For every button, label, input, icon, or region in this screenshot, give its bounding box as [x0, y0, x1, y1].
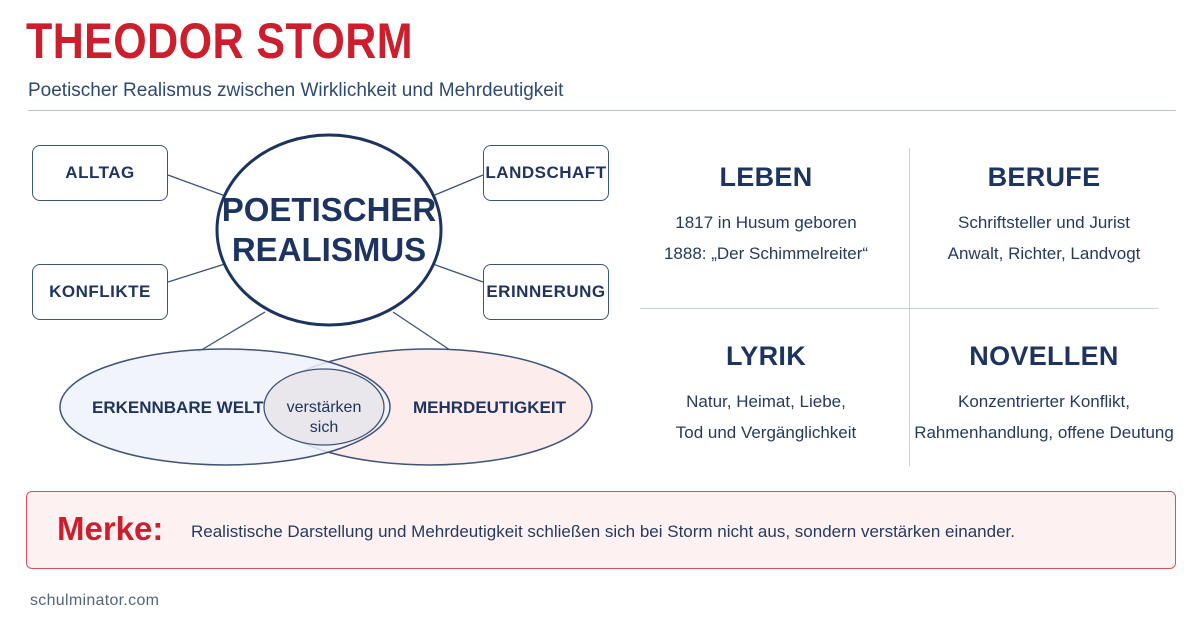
overlap-line-2: sich	[309, 419, 339, 436]
quadrant-lyrik	[636, 341, 896, 448]
quadrant-line: Konzentrierter Konflikt,	[958, 392, 1130, 411]
merke-box	[26, 491, 1176, 569]
page-subtitle: Poetischer Realismus zwischen Wirklichkeit und Mehrdeutigkeit	[28, 80, 564, 101]
page-title: THEODOR STORM	[26, 13, 414, 69]
quadrant-divider-horizontal	[640, 308, 1158, 309]
quadrant-heading: BERUFE	[987, 162, 1101, 192]
venn-overlap-label	[266, 398, 382, 438]
tag-alltag: ALLTAG	[32, 145, 168, 201]
quadrant-line: Rahmenhandlung, offene Deutung	[914, 423, 1174, 442]
merke-label: Merke:	[57, 510, 164, 547]
venn-label-left: ERKENNBARE WELT	[92, 398, 264, 417]
quadrant-berufe	[914, 162, 1174, 269]
quadrant-divider-vertical	[909, 148, 910, 466]
quadrant-novellen	[914, 341, 1174, 448]
quadrant-heading: NOVELLEN	[969, 341, 1119, 371]
merke-text: Realistische Darstellung und Mehrdeutigkeit schließen sich bei Storm nicht aus, sondern verstärken einander.	[191, 522, 1015, 541]
quadrant-line: Natur, Heimat, Liebe,	[686, 392, 846, 411]
quadrant-line: Anwalt, Richter, Landvogt	[947, 244, 1141, 263]
quadrant-line: 1817 in Husum geboren	[675, 213, 857, 232]
quadrant-heading: LEBEN	[719, 162, 813, 192]
footer-site: schulminator.com	[30, 592, 160, 609]
header-divider	[28, 110, 1176, 111]
quadrant-line: Tod und Vergänglichkeit	[675, 423, 857, 442]
center-line-2: REALISMUS	[231, 231, 427, 268]
mind-map	[0, 130, 620, 480]
overlap-line-1: verstärken	[286, 399, 362, 416]
tag-erinnerung: ERINNERUNG	[483, 264, 609, 320]
quadrant-line: Schriftsteller und Jurist	[958, 213, 1130, 232]
quadrant-line: 1888: „Der Schimmelreiter“	[663, 244, 869, 263]
center-node	[218, 140, 440, 320]
center-line-1: POETISCHER	[221, 191, 437, 228]
quadrant-heading: LYRIK	[725, 341, 807, 371]
tag-konflikte: KONFLIKTE	[32, 264, 168, 320]
tag-landschaft: LANDSCHAFT	[483, 145, 609, 201]
quadrant-leben	[636, 162, 896, 269]
venn-label-right: MEHRDEUTIGKEIT	[413, 398, 566, 417]
